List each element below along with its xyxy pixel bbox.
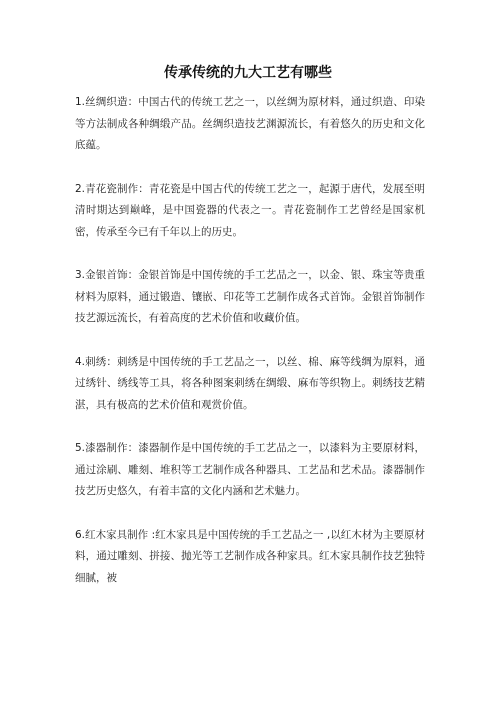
paragraph-gold-silver-jewelry: 3.金银首饰：金银首饰是中国传统的手工艺品之一，以金、银、珠宝等贵重材料为原料，通过锻造、镶嵌、印花等工艺制作成各式首饰。金银首饰制作技艺源远流长，有着高度的艺术价值和收藏价值。 — [75, 269, 425, 324]
paragraph-blue-white-porcelain: 2.青花瓷制作：青花瓷是中国古代的传统工艺之一，起源于唐代，发展至明清时期达到巅峰，是中国瓷器的代表之一。青花瓷制作工艺曾经是国家机密，传承至今已有千年以上的历史。 — [75, 182, 425, 238]
paragraph-rosewood-furniture: 6.红木家具制作 :红木家具是中国传统的手工艺品之一 ,以红木材为主要原材料，通过雕刻、拼接、抛光等工艺制作成各种家具。红木家具制作技艺独特细腻，被 — [75, 528, 425, 584]
document-title: 传承传统的九大工艺有哪些 — [164, 65, 332, 81]
paragraph-lacquerware: 5.漆器制作：漆器制作是中国传统的手工艺品之一，以漆料为主要原材料，通过涂刷、雕刻、堆积等工艺制作成各种器具、工艺品和艺术品。漆器制作技艺历史悠久，有着丰富的文化内涵和艺术魅力。 — [75, 442, 425, 497]
document-body — [75, 92, 425, 611]
paragraph-silk-weaving: 1.丝绸织造：中国古代的传统工艺之一，以丝绸为原材料，通过织造、印染等方法制成各种绸缎产品。丝绸织造技艺渊源流长，有着悠久的历史和文化底蕴。 — [75, 96, 425, 151]
paragraph-embroidery: 4.刺绣：刺绣是中国传统的手工艺品之一，以丝、棉、麻等线绸为原料，通过绣针、绣线等工具，将各种图案刺绣在绸缎、麻布等织物上。刺绣技艺精湛，具有极高的艺术价值和观赏价值。 — [75, 355, 425, 411]
